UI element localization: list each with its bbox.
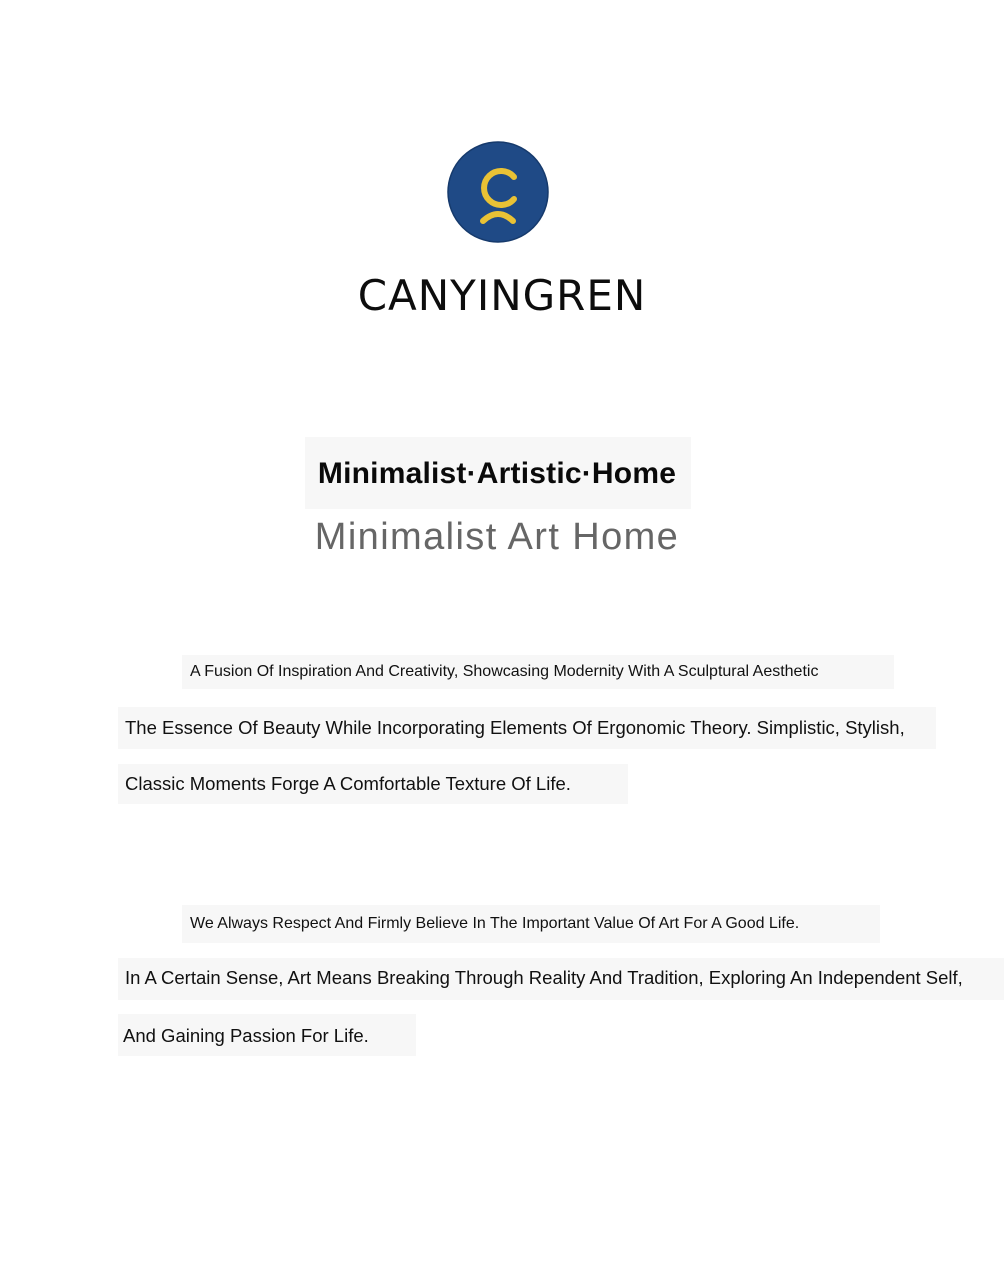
paragraph1-line: The Essence Of Beauty While Incorporating Elements Of Ergonomic Theory. Simplistic, Stylish, — [125, 717, 905, 738]
paragraph1-line: A Fusion Of Inspiration And Creativity, Showcasing Modernity With A Sculptural Aesthetic — [190, 663, 819, 680]
headline-subtitle: Minimalist Art Home — [314, 516, 680, 558]
paragraph2-line: In A Certain Sense, Art Means Breaking Through Reality And Tradition, Exploring An Independent Self, — [125, 967, 963, 988]
paragraph2-line: We Always Respect And Firmly Believe In The Important Value Of Art For A Good Life. — [190, 915, 800, 932]
headline-title: Minimalist·Artistic·Home — [317, 457, 677, 490]
paragraph2-line: And Gaining Passion For Life. — [123, 1025, 369, 1046]
brand-name: CANYINGREN — [357, 271, 647, 320]
c-letter-smile-logo-icon — [447, 141, 549, 243]
paragraph1-line: Classic Moments Forge A Comfortable Texture Of Life. — [125, 773, 571, 794]
